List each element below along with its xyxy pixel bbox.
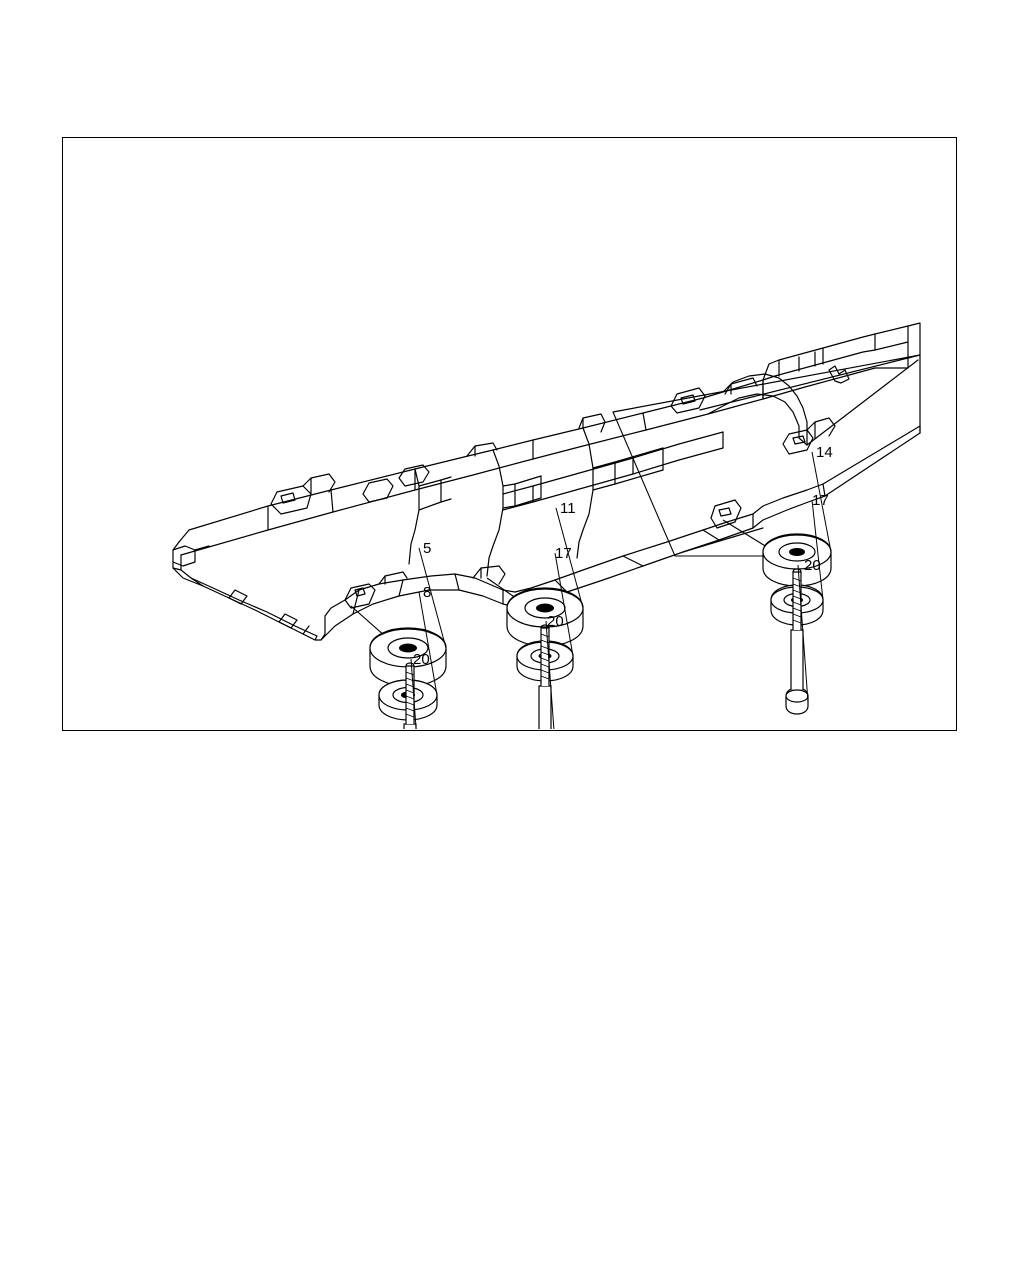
label-part-20-front: 20 — [413, 651, 430, 668]
label-part-14: 14 — [816, 444, 833, 461]
near-rail-bracket — [345, 584, 375, 608]
frame-assembly-drawing — [63, 138, 955, 729]
part-group-center — [507, 500, 583, 729]
label-part-17-rear: 17 — [812, 492, 829, 509]
diagram-frame-border — [62, 137, 957, 731]
label-part-5: 5 — [423, 540, 432, 557]
label-part-11: 11 — [560, 500, 576, 517]
label-part-20-center: 20 — [547, 613, 564, 630]
label-part-17-center: 17 — [555, 545, 572, 562]
label-part-8: 8 — [423, 584, 432, 601]
label-part-20-rear: 20 — [804, 557, 821, 574]
near-rail-rear-bracket — [711, 500, 741, 528]
part-group-front — [370, 540, 446, 729]
diagram-canvas — [63, 138, 956, 730]
